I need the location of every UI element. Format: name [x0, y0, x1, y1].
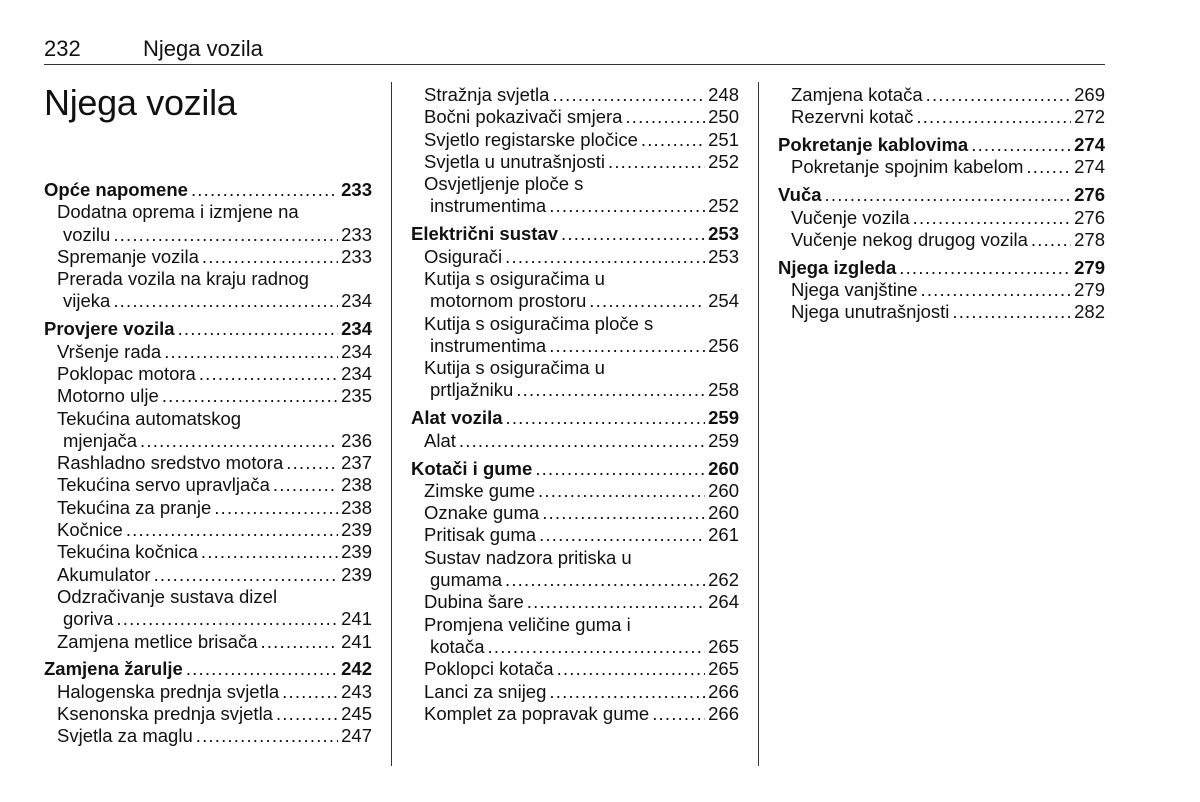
toc-entry-title: Prerada vozila na kraju radnog — [57, 268, 309, 290]
toc-entry-line — [44, 703, 372, 725]
toc-entry-line — [411, 357, 739, 379]
toc-entry-line — [411, 223, 739, 245]
dot-leader — [538, 480, 705, 502]
toc-entry[interactable] — [778, 207, 1105, 229]
dot-leader — [116, 608, 338, 630]
toc-entry[interactable] — [411, 547, 739, 592]
dot-leader — [506, 407, 706, 429]
toc-entry[interactable] — [411, 173, 739, 218]
toc-entry[interactable] — [44, 408, 372, 453]
toc-page-number: 256 — [708, 334, 739, 356]
toc-column-3 — [778, 84, 1105, 324]
toc-entry-line — [411, 502, 739, 524]
toc-entry-title: Tekućina kočnica — [57, 541, 198, 563]
toc-page-number: 234 — [341, 340, 372, 362]
toc-entry[interactable] — [44, 385, 372, 407]
toc-entry-title: Kutija s osiguračima u — [424, 267, 605, 289]
toc-entry[interactable] — [778, 106, 1105, 128]
toc-entry[interactable] — [44, 246, 372, 268]
toc-entry-title: Motorno ulje — [57, 385, 159, 407]
toc-entry-title: Spremanje vozila — [57, 245, 199, 267]
dot-leader — [916, 106, 1071, 128]
toc-page-number: 258 — [708, 379, 739, 401]
toc-entry-line — [44, 179, 372, 201]
toc-entry-line — [44, 408, 372, 430]
toc-entry-title: motornom prostoru — [430, 290, 587, 312]
toc-page-number: 260 — [708, 457, 739, 479]
toc-entry-title: vozilu — [63, 223, 111, 245]
toc-entry-line — [44, 497, 372, 519]
dot-leader — [276, 703, 338, 725]
toc-entry-title: prtljažniku — [430, 379, 514, 401]
toc-entry[interactable] — [44, 268, 372, 313]
toc-page-number: 261 — [708, 524, 739, 546]
toc-entry-title: Vršenje rada — [57, 340, 162, 362]
toc-entry-title: vijeka — [63, 290, 111, 312]
toc-page-number: 264 — [708, 591, 739, 613]
toc-entry-title: Tekućina servo upravljača — [57, 474, 270, 496]
toc-entry[interactable] — [44, 519, 372, 541]
toc-page-number: 278 — [1074, 228, 1105, 250]
toc-entry-line — [411, 681, 739, 703]
dot-leader — [273, 474, 338, 496]
dot-leader — [516, 379, 705, 401]
dot-leader — [140, 430, 338, 452]
toc-entry-line — [778, 184, 1105, 206]
toc-entry-title: Opće napomene — [44, 179, 188, 200]
toc-entry[interactable] — [44, 497, 372, 519]
toc-entry-title: Njega vanjštine — [791, 279, 918, 301]
toc-entry-line — [411, 407, 739, 429]
toc-entry-line — [44, 224, 372, 246]
toc-page-number: 234 — [341, 362, 372, 384]
toc-entry-line — [411, 480, 739, 502]
toc-entry-title: Rezervni kotač — [791, 106, 914, 128]
dot-leader — [542, 502, 705, 524]
toc-entry[interactable] — [411, 106, 739, 128]
dot-leader — [214, 497, 338, 519]
toc-page-number: 247 — [341, 725, 372, 747]
toc-entry[interactable] — [411, 430, 739, 452]
dot-leader — [261, 631, 339, 653]
toc-entry-title: Akumulator — [57, 563, 151, 585]
dot-leader — [113, 290, 338, 312]
toc-entry[interactable] — [778, 229, 1105, 251]
toc-entry-title: Provjere vozila — [44, 318, 175, 340]
toc-entry-title: Zamjena metlice brisača — [57, 630, 258, 652]
toc-entry-line — [411, 636, 739, 658]
toc-entry[interactable] — [411, 84, 739, 106]
toc-page-number: 236 — [341, 429, 372, 451]
toc-entry-line — [411, 591, 739, 613]
toc-entry[interactable] — [411, 151, 739, 173]
toc-section-entry[interactable] — [44, 318, 372, 340]
toc-page-number: 274 — [1074, 156, 1105, 178]
toc-entry[interactable] — [411, 614, 739, 659]
toc-entry-title: Halogenska prednja svjetla — [57, 680, 280, 702]
toc-page-number: 251 — [708, 128, 739, 150]
toc-page-number: 235 — [341, 385, 372, 407]
toc-entry-line — [411, 151, 739, 173]
toc-entry-title: goriva — [63, 608, 114, 630]
toc-page-number: 279 — [1074, 279, 1105, 301]
page-header — [44, 36, 1105, 65]
toc-entry-line — [44, 658, 372, 680]
toc-page-number: 260 — [708, 479, 739, 501]
toc-page-number: 266 — [708, 680, 739, 702]
toc-entry-title: Promjena veličine guma i — [424, 613, 631, 635]
toc-entry-line — [44, 586, 372, 608]
toc-entry-title: Svjetla u unutrašnjosti — [424, 150, 605, 172]
toc-entry-line — [778, 257, 1105, 279]
column-divider — [758, 82, 759, 766]
toc-entry-line — [44, 519, 372, 541]
toc-entry-title: Njega izgleda — [778, 256, 897, 278]
toc-section-entry[interactable] — [778, 184, 1105, 206]
page-number: 232 — [44, 36, 81, 61]
toc-page-number: 259 — [708, 429, 739, 451]
toc-entry[interactable] — [411, 129, 739, 151]
toc-entry-title: Kutija s osiguračima u — [424, 357, 605, 379]
dot-leader — [505, 246, 705, 268]
toc-page-number: 239 — [341, 541, 372, 563]
toc-entry-title: Oznake guma — [424, 502, 540, 524]
toc-section-entry[interactable] — [44, 179, 372, 201]
toc-entry-title: Komplet za popravak gume — [424, 702, 650, 724]
toc-entry-line — [44, 541, 372, 563]
toc-entry-title: Vučenje nekog drugog vozila — [791, 228, 1028, 250]
toc-entry-line — [44, 430, 372, 452]
toc-page-number: 265 — [708, 635, 739, 657]
dot-leader — [178, 318, 339, 340]
toc-entry[interactable] — [778, 279, 1105, 301]
toc-entry-line — [778, 156, 1105, 178]
toc-entry-line — [44, 564, 372, 586]
toc-page-number: 242 — [341, 658, 372, 680]
toc-page-number: 233 — [341, 223, 372, 245]
toc-entry[interactable] — [411, 480, 739, 502]
toc-entry-line — [411, 569, 739, 591]
dot-leader — [527, 591, 705, 613]
toc-entry-title: Stražnja svjetla — [424, 84, 550, 105]
toc-entry[interactable] — [44, 703, 372, 725]
toc-entry-line — [44, 268, 372, 290]
toc-entry[interactable] — [44, 541, 372, 563]
toc-entry-line — [44, 452, 372, 474]
toc-entry-line — [411, 313, 739, 335]
toc-entry-title: instrumentima — [430, 334, 547, 356]
toc-entry[interactable] — [44, 725, 372, 747]
toc-page-number: 253 — [708, 245, 739, 267]
toc-page-number: 254 — [708, 290, 739, 312]
toc-entry-line — [778, 84, 1105, 106]
toc-section-entry[interactable] — [411, 458, 739, 480]
dot-leader — [549, 195, 705, 217]
toc-entry-line — [44, 363, 372, 385]
toc-entry-title: Ksenonska prednja svjetla — [57, 703, 273, 725]
toc-section-entry[interactable] — [411, 407, 739, 429]
toc-page-number: 260 — [708, 502, 739, 524]
toc-entry-line — [411, 614, 739, 636]
toc-section-entry[interactable] — [44, 658, 372, 680]
toc-entry-title: Zamjena kotača — [791, 84, 923, 105]
toc-entry-line — [411, 430, 739, 452]
toc-entry-title: Kutija s osiguračima ploče s — [424, 312, 654, 334]
toc-page-number: 276 — [1074, 184, 1105, 206]
toc-entry-line — [411, 84, 739, 106]
dot-leader — [652, 703, 705, 725]
toc-page-number: 239 — [341, 519, 372, 541]
dot-leader — [561, 223, 705, 245]
toc-entry-title: Bočni pokazivači smjera — [424, 106, 623, 128]
toc-section-entry[interactable] — [778, 257, 1105, 279]
dot-leader — [921, 279, 1072, 301]
toc-page-number: 239 — [341, 563, 372, 585]
toc-entry-title: Dubina šare — [424, 591, 524, 613]
toc-entry-title: Pritisak guma — [424, 524, 537, 546]
toc-entry-title: Tekućina za pranje — [57, 496, 212, 518]
toc-entry[interactable] — [411, 246, 739, 268]
dot-leader — [202, 246, 338, 268]
dot-leader — [199, 363, 338, 385]
toc-entry-title: Sustav nadzora pritiska u — [424, 546, 632, 568]
toc-entry[interactable] — [778, 84, 1105, 106]
toc-page-number: 250 — [708, 106, 739, 128]
toc-page-number: 241 — [341, 630, 372, 652]
toc-page-number: 252 — [708, 150, 739, 172]
toc-page-number: 234 — [341, 290, 372, 312]
toc-entry-title: Alat — [424, 429, 456, 451]
toc-entry-title: Vučenje vozila — [791, 206, 910, 228]
toc-entry-title: Kotači i gume — [411, 457, 533, 479]
toc-entry-title: Zamjena žarulje — [44, 658, 183, 680]
toc-entry-line — [411, 129, 739, 151]
dot-leader — [608, 151, 705, 173]
toc-entry-title: Pokretanje kablovima — [778, 134, 969, 156]
dot-leader — [552, 84, 705, 106]
toc-page-number: 253 — [708, 223, 739, 245]
toc-page-number: 259 — [708, 407, 739, 429]
toc-entry-title: Svjetla za maglu — [57, 725, 193, 747]
toc-entry-line — [778, 134, 1105, 156]
toc-entry-title: Poklopac motora — [57, 362, 196, 384]
dot-leader — [286, 452, 338, 474]
dot-leader — [164, 341, 338, 363]
toc-page-number: 274 — [1074, 134, 1105, 156]
toc-page-number: 243 — [341, 680, 372, 702]
toc-entry-line — [44, 290, 372, 312]
toc-entry-line — [411, 524, 739, 546]
toc-column-2 — [411, 84, 739, 725]
dot-leader — [825, 184, 1072, 206]
toc-entry[interactable] — [411, 313, 739, 358]
toc-entry-title: Tekućina automatskog — [57, 407, 242, 429]
dot-leader — [113, 224, 338, 246]
toc-entry[interactable] — [778, 301, 1105, 323]
toc-page-number: 282 — [1074, 301, 1105, 323]
header-title: Njega vozila — [143, 36, 263, 61]
toc-entry-title: Svjetlo registarske pločice — [424, 128, 638, 150]
column-divider — [391, 82, 392, 766]
toc-entry-title: Kočnice — [57, 519, 123, 541]
toc-section-entry[interactable] — [411, 223, 739, 245]
toc-entry[interactable] — [44, 341, 372, 363]
dot-leader — [186, 658, 338, 680]
toc-entry-line — [411, 658, 739, 680]
dot-leader — [952, 301, 1071, 323]
dot-leader — [539, 524, 705, 546]
dot-leader — [926, 84, 1072, 106]
toc-page-number: 248 — [708, 84, 739, 105]
toc-entry-title: Vuča — [778, 184, 822, 206]
toc-entry-line — [44, 474, 372, 496]
dot-leader — [535, 458, 705, 480]
toc-entry-line — [411, 290, 739, 312]
toc-entry-line — [44, 725, 372, 747]
dot-leader — [1026, 156, 1071, 178]
toc-entry-line — [778, 229, 1105, 251]
dot-leader — [971, 134, 1071, 156]
dot-leader — [549, 681, 705, 703]
toc-entry-line — [411, 268, 739, 290]
dot-leader — [191, 179, 338, 201]
toc-entry-line — [44, 681, 372, 703]
dot-leader — [162, 385, 338, 407]
toc-entry-title: Rashladno sredstvo motora — [57, 452, 284, 474]
toc-entry[interactable] — [411, 591, 739, 613]
toc-entry-title: Zimske gume — [424, 479, 536, 501]
toc-page-number: 245 — [341, 703, 372, 725]
toc-page-number: 234 — [341, 318, 372, 340]
dot-leader — [899, 257, 1071, 279]
toc-entry-line — [44, 318, 372, 340]
toc-entry[interactable] — [44, 452, 372, 474]
toc-entry-line — [778, 279, 1105, 301]
toc-entry-title: Alat vozila — [411, 407, 503, 429]
toc-entry[interactable] — [44, 564, 372, 586]
toc-page-number: 276 — [1074, 206, 1105, 228]
toc-entry-line — [44, 385, 372, 407]
toc-entry-title: Lanci za snijeg — [424, 680, 547, 702]
dot-leader — [557, 658, 706, 680]
toc-entry-line — [778, 106, 1105, 128]
toc-entry[interactable] — [44, 681, 372, 703]
toc-page-number: 241 — [341, 608, 372, 630]
toc-entry[interactable] — [411, 681, 739, 703]
toc-entry[interactable] — [44, 586, 372, 631]
toc-page-number: 262 — [708, 569, 739, 591]
dot-leader — [201, 541, 338, 563]
toc-entry-title: instrumentima — [430, 195, 547, 217]
toc-page-number: 233 — [341, 245, 372, 267]
toc-entry-title: Osvjetljenje ploče s — [424, 173, 584, 195]
toc-page-number: 233 — [341, 179, 372, 200]
toc-entry-title: Pokretanje spojnim kabelom — [791, 156, 1024, 178]
toc-page-number: 266 — [708, 702, 739, 724]
toc-entry-line — [778, 207, 1105, 229]
dot-leader — [589, 290, 705, 312]
toc-entry-title: Odzračivanje sustava dizel — [57, 585, 278, 607]
dot-leader — [126, 519, 338, 541]
toc-entry-title: gumama — [430, 569, 502, 591]
toc-entry-title: Dodatna oprema i izmjene na — [57, 201, 299, 223]
toc-entry-title: Poklopci kotača — [424, 658, 554, 680]
dot-leader — [913, 207, 1072, 229]
dot-leader — [549, 335, 705, 357]
toc-entry[interactable] — [411, 357, 739, 402]
toc-entry[interactable] — [778, 156, 1105, 178]
dot-leader — [505, 569, 705, 591]
toc-entry-line — [411, 246, 739, 268]
toc-section-entry[interactable] — [778, 134, 1105, 156]
toc-entry-line — [411, 195, 739, 217]
dot-leader — [196, 725, 338, 747]
toc-entry[interactable] — [411, 658, 739, 680]
toc-entry-line — [778, 301, 1105, 323]
toc-column-1 — [44, 179, 372, 748]
toc-entry-title: kotača — [430, 635, 485, 657]
toc-page-number: 252 — [708, 195, 739, 217]
toc-entry[interactable] — [44, 363, 372, 385]
toc-entry-line — [411, 703, 739, 725]
toc-entry-line — [411, 458, 739, 480]
toc-entry-line — [44, 608, 372, 630]
dot-leader — [625, 106, 705, 128]
toc-entry-title: Osigurači — [424, 245, 503, 267]
dot-leader — [154, 564, 339, 586]
dot-leader — [641, 129, 705, 151]
toc-entry-line — [44, 631, 372, 653]
chapter-title: Njega vozila — [44, 82, 237, 123]
toc-entry[interactable] — [411, 524, 739, 546]
toc-entry[interactable] — [44, 474, 372, 496]
dot-leader — [459, 430, 705, 452]
toc-page-number: 272 — [1074, 106, 1105, 128]
toc-page-number: 265 — [708, 658, 739, 680]
toc-entry-line — [411, 379, 739, 401]
toc-page-number: 237 — [341, 452, 372, 474]
toc-page-number: 269 — [1074, 84, 1105, 105]
toc-entry-line — [411, 335, 739, 357]
dot-leader — [488, 636, 706, 658]
toc-page-number: 238 — [341, 474, 372, 496]
toc-entry-line — [411, 106, 739, 128]
toc-entry[interactable] — [411, 703, 739, 725]
toc-entry-line — [411, 173, 739, 195]
toc-page-number: 238 — [341, 496, 372, 518]
toc-entry-line — [411, 547, 739, 569]
toc-entry-line — [44, 246, 372, 268]
toc-entry[interactable] — [411, 268, 739, 313]
toc-entry-line — [44, 201, 372, 223]
dot-leader — [282, 681, 338, 703]
toc-entry-line — [44, 341, 372, 363]
toc-entry[interactable] — [44, 201, 372, 246]
dot-leader — [1031, 229, 1071, 251]
toc-entry[interactable] — [44, 631, 372, 653]
toc-entry[interactable] — [411, 502, 739, 524]
toc-entry-title: Električni sustav — [411, 223, 559, 245]
toc-entry-title: mjenjača — [63, 429, 138, 451]
toc-entry-title: Njega unutrašnjosti — [791, 301, 950, 323]
toc-page-number: 279 — [1074, 256, 1105, 278]
